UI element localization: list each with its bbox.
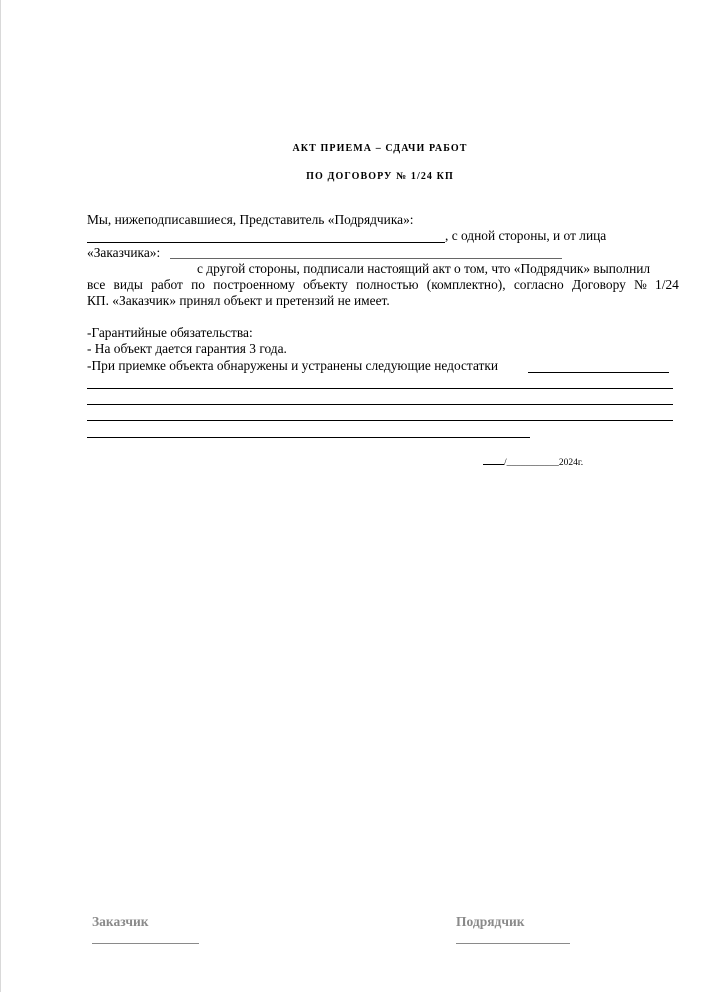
intro-line-6: КП. «Заказчик» принял объект и претензий не имеет.	[87, 293, 390, 308]
date-line	[483, 455, 583, 468]
defects-blank	[528, 372, 669, 373]
intro-line-1: Мы, нижеподписавшиеся, Представитель «Подрядчика»:	[87, 212, 414, 227]
contractor-signature-label: Подрядчик	[456, 914, 525, 929]
intro-line-2-tail: , с одной стороны, и от лица	[445, 228, 607, 243]
customer-rep-blank	[170, 258, 562, 259]
intro-line-5	[87, 277, 679, 293]
customer-label-line: «Заказчика»:	[87, 245, 161, 260]
intro-word: 1/24	[655, 277, 679, 292]
customer-signature-label: Заказчик	[92, 914, 149, 929]
document-title: АКТ ПРИЕМА – СДАЧИ РАБОТ	[292, 143, 468, 154]
document-subtitle: ПО ДОГОВОРУ № 1/24 КП	[306, 171, 454, 182]
intro-word: виды	[113, 277, 143, 292]
warranty-heading: -Гарантийные обязательства:	[87, 325, 253, 340]
intro-word: объекту	[303, 277, 348, 292]
contractor-signature-line	[456, 943, 570, 944]
intro-word: работ	[151, 277, 183, 292]
day-blank	[483, 455, 504, 465]
intro-word: построенному	[213, 277, 295, 292]
defects-line-4	[87, 437, 530, 438]
date-text: /___________2024г.	[504, 458, 584, 468]
intro-word: по	[191, 277, 206, 292]
defects-line-2	[87, 404, 673, 405]
warranty-text: - На объект дается гарантия 3 года.	[87, 341, 287, 356]
intro-word: №	[634, 277, 647, 292]
intro-word: все	[87, 277, 106, 292]
intro-word: Договору	[571, 277, 626, 292]
intro-line-4: с другой стороны, подписали настоящий акт о том, что «Подрядчик» выполнил	[197, 261, 651, 276]
intro-word: полностью	[356, 277, 419, 292]
intro-word: (комплектно),	[426, 277, 506, 292]
contractor-rep-blank	[87, 242, 445, 243]
defects-line-1	[87, 388, 673, 389]
defects-line-3	[87, 420, 673, 421]
customer-signature-line	[92, 943, 199, 944]
defects-text: -При приемке объекта обнаружены и устранены следующие недостатки	[87, 358, 499, 373]
intro-word: согласно	[513, 277, 564, 292]
